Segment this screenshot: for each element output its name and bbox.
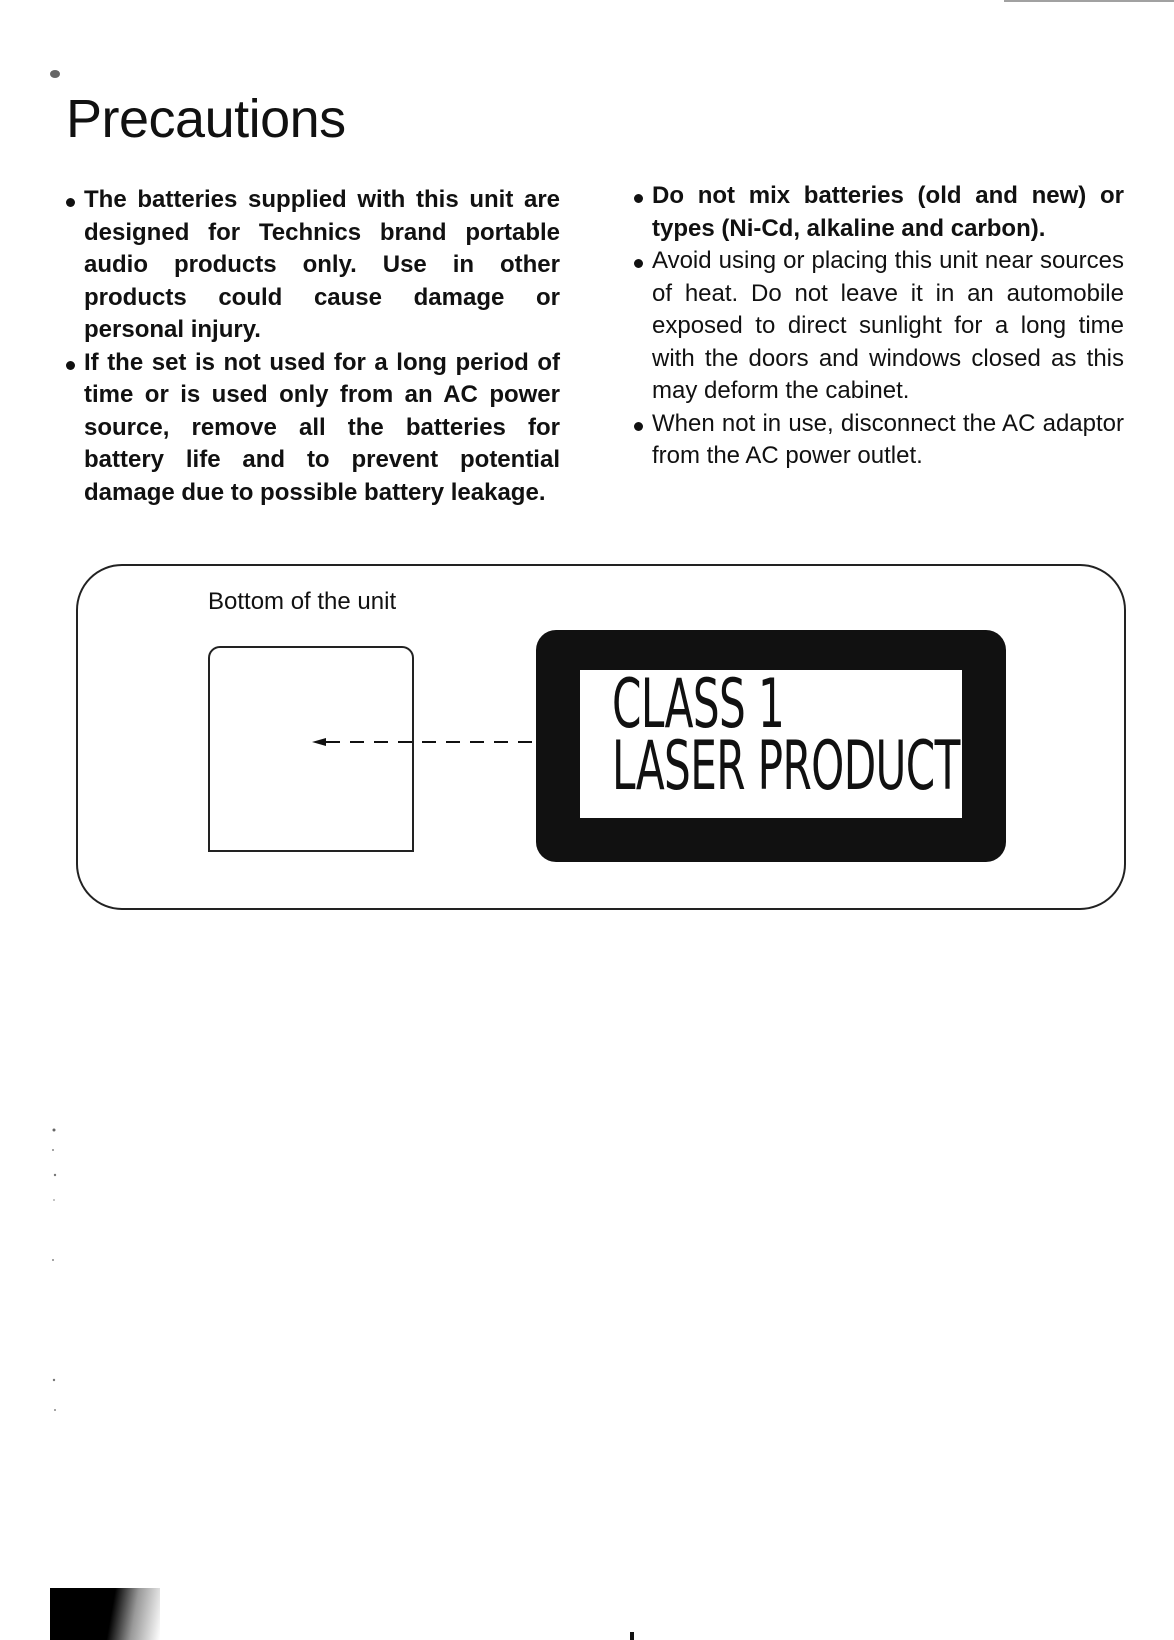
precaution-text: If the set is not used for a long period of time or is used only from an AC power source, remove all the batteries for battery life and to prevent potential damage due to possible battery leakage. [84,348,560,506]
leader-arrow-icon [312,736,544,748]
label-product-text: LASER PRODUCT [612,727,960,806]
bullet-icon [634,422,643,431]
precaution-item [634,245,1124,408]
page-number-mark [630,1632,634,1640]
scan-edge-line [1004,0,1174,2]
precaution-text: Do not mix batteries (old and new) or types (Ni-Cd, alkaline and carbon). [652,182,1124,242]
label-text-area [580,665,962,818]
left-column [66,184,560,509]
precaution-text: The batteries supplied with this unit are designed for Technics brand portable audio products only. Use in other products could cause damage or personal injury. [84,186,560,343]
label-class-text: CLASS 1 [612,665,785,744]
scan-specks [50,1120,58,1450]
right-column [634,180,1124,473]
bullet-icon [66,198,75,207]
arrowhead-icon [312,738,326,746]
bullet-icon [634,194,643,203]
precaution-item [66,184,560,347]
precaution-text: When not in use, disconnect the AC adaptor from the AC power outlet. [652,409,1124,469]
unit-bottom-outline [208,646,414,852]
precaution-item [634,408,1124,473]
bullet-icon [66,361,75,370]
precaution-item [634,180,1124,245]
bullet-icon [634,259,643,268]
laser-warning-label [536,630,1006,862]
precaution-item [66,347,560,510]
precaution-text: Avoid using or placing this unit near sources of heat. Do not leave it in an automobile exposed to direct sunlight for a long time with the doors and windows closed as this may deform the cabinet. [652,247,1124,404]
diagram-caption: Bottom of the unit [208,588,397,615]
scan-smudge [50,1588,160,1640]
scan-smudge [50,70,60,78]
page-title: Precautions [66,89,346,149]
